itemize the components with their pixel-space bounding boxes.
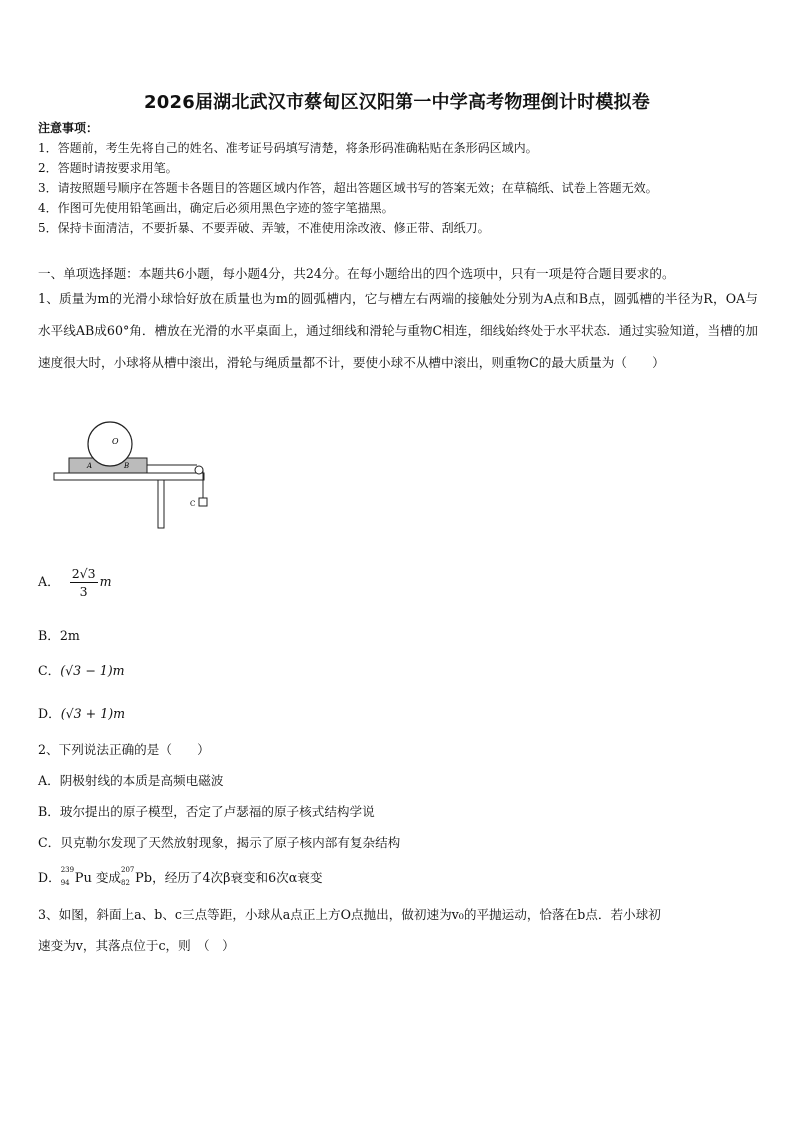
label-a: A <box>87 462 93 470</box>
q1-option-c <box>38 660 125 679</box>
table-leg <box>158 480 164 528</box>
pb-atomic-number: 82 <box>121 879 130 887</box>
option-c-label: C． <box>38 663 61 678</box>
option-a-numerator: 2√3 <box>71 566 96 581</box>
q1-option-d <box>38 703 125 722</box>
pu-nuclide-numbers <box>61 868 75 886</box>
q2-option-a: A．阴极射线的本质是高频电磁波 <box>38 773 224 788</box>
notice-item: 4．作图可先使用铅笔画出，确定后必须用黑色字迹的签字笔描黑。 <box>38 201 394 215</box>
pu-symbol: Pu <box>74 871 92 886</box>
option-d-label: D． <box>38 870 61 885</box>
question-3-line-1: 3、如图，斜面上a、b、c三点等距，小球从a点正上方O点抛出，做初速为v₀的平抛运动，恰落在b点．若小球初 <box>38 907 661 922</box>
question-3-line-2: 速变为v，其落点位于c，则 （ ） <box>38 938 235 953</box>
label-c: C <box>190 500 196 508</box>
option-d-expression: (√3 + 1)m <box>60 706 126 721</box>
question-2-text: 2、下列说法正确的是（ ） <box>38 742 210 757</box>
notice-block <box>38 118 658 238</box>
option-a-fraction <box>70 566 98 599</box>
q2-option-c: C．贝克勒尔发现了天然放射现象，揭示了原子核内部有复杂结构 <box>38 835 401 850</box>
option-d-mid-text: 变成 <box>95 870 122 885</box>
ball <box>88 422 132 466</box>
pu-mass-number: 239 <box>60 866 75 874</box>
question-1-figure <box>52 418 222 530</box>
label-b: B <box>124 462 130 470</box>
pulley <box>195 466 203 474</box>
q2-option-d <box>38 867 322 886</box>
section-heading: 一、单项选择题：本题共6小题，每小题4分，共24分。在每小题给出的四个选项中，只有一项是符合题目要求的。 <box>38 266 675 281</box>
question-1-text: 1、质量为m的光滑小球恰好放在质量也为m的圆弧槽内，它与槽左右两端的接触处分别为A点和B点，圆弧槽的半径为R，OA与水平线AB成60°角．槽放在光滑的水平桌面上，通过细线和滑轮与重物C相连，细线始终处于水平状态．通过实验知道，当槽的加速度很大时，小球将从槽中滚出，滑轮与绳质量都不计，要使小球不从槽中滚出，则重物C的最大质量为（ ） <box>38 291 758 370</box>
q1-option-b: B．2m <box>38 628 80 643</box>
notice-item: 3．请按照题号顺序在答题卡各题目的答题区域内作答，超出答题区域书写的答案无效；在草稿纸、试卷上答题无效。 <box>38 181 658 195</box>
weight-c <box>199 498 207 506</box>
pb-nuclide-numbers <box>121 868 135 886</box>
label-o: O <box>112 437 119 446</box>
pb-symbol: Pb <box>135 871 153 886</box>
table-top <box>54 473 204 480</box>
pb-mass-number: 207 <box>121 866 135 874</box>
q1-option-a <box>38 566 112 599</box>
option-a-variable: m <box>99 574 112 589</box>
option-d-tail-text: ，经历了4次β衰变和6次α衰变 <box>152 870 323 885</box>
option-d-label: D． <box>38 706 61 721</box>
notice-item: 1．答题前，考生先将自己的姓名、准考证号码填写清楚，将条形码准确粘贴在条形码区域内。 <box>38 141 538 155</box>
page-title: 2026届湖北武汉市蔡甸区汉阳第一中学高考物理倒计时模拟卷 <box>144 92 650 113</box>
pu-atomic-number: 94 <box>60 879 70 887</box>
option-c-expression: (√3 − 1)m <box>60 663 125 678</box>
notice-heading: 注意事项： <box>38 121 99 135</box>
option-a-label: A． <box>38 574 60 589</box>
notice-item: 5．保持卡面清洁，不要折暴、不要弄破、弄皱，不准使用涂改液、修正带、刮纸刀。 <box>38 221 490 235</box>
q2-option-b: B．玻尔提出的原子模型，否定了卢瑟福的原子核式结构学说 <box>38 804 375 819</box>
notice-item: 2．答题时请按要求用笔。 <box>38 161 178 175</box>
option-a-denominator: 3 <box>79 584 88 599</box>
